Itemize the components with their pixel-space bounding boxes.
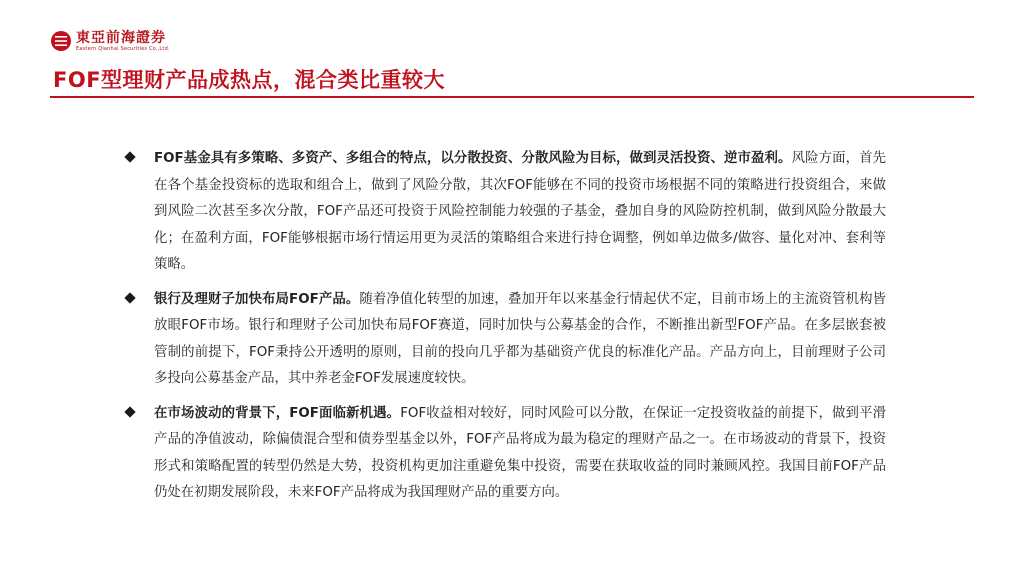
bullet-item-new-opportunity [126, 401, 886, 507]
company-emblem-icon [50, 30, 72, 52]
bullet-body: FOF收益相对较好，同时风险可以分散，在保证一定投资收益的前提下，做到平滑产品的净值波动，除偏债混合型和债券型基金以外，FOF产品将成为最为稳定的理财产品之一。在市场波动的背景下，投资形式和策略配置的转型仍然是大势，投资机构更加注重避免集中投资，需要在获取收益的同时兼顾风控。我国目前FOF产品仍处在初期发展阶段，未来FOF产品将成为我国理财产品的重要方向。 [154, 405, 886, 500]
logo-english-name: Eastern Qianhai Securities Co.,Ltd. [76, 45, 170, 52]
diamond-bullet-icon [124, 406, 135, 417]
bullet-body: 风险方面，首先在各个基金投资标的选取和组合上，做到了风险分散，其次FOF能够在不同的投资市场根据不同的策略进行投资组合，来做到风险二次甚至多次分散，FOF产品还可投资于风险控制能力较强的子基金，叠加自身的风险防控机制，做到风险分散最大化；在盈利方面，FOF能够根据市场行情运用更为灵活的策略组合来进行持仓调整，例如单边做多/做容、量化对冲、套利等策略。 [154, 151, 886, 272]
company-logo [50, 28, 170, 54]
bullet-item-fof-features [126, 146, 886, 279]
title-divider [50, 96, 974, 98]
bullet-text [154, 287, 886, 393]
logo-text [76, 31, 170, 52]
bullet-body: 随着净值化转型的加速，叠加开年以来基金行情起伏不定，目前市场上的主流资管机构皆放眼FOF市场。银行和理财子公司加快布局FOF赛道，同时加快与公募基金的合作，不断推出新型FOF产品。在多层嵌套被管制的前提下，FOF秉持公开透明的原则，目前的投向几乎都为基础资产优良的标准化产品。产品方向上，目前理财子公司多投向公募基金产品，其中养老金FOF发展速度较快。 [154, 291, 886, 386]
bullet-text [154, 401, 886, 507]
diamond-bullet-icon [124, 151, 135, 162]
slide-title: FOF型理财产品成热点，混合类比重较大 [53, 68, 446, 92]
bullet-item-bank-layout [126, 287, 886, 393]
bullet-lead: 在市场波动的背景下，FOF面临新机遇。 [154, 405, 401, 421]
bullet-list [126, 146, 886, 515]
bullet-lead: FOF基金具有多策略、多资产、多组合的特点，以分散投资、分散风险为目标，做到灵活投资、逆市盈利。 [154, 151, 792, 166]
bullet-text [154, 146, 886, 279]
bullet-lead: 银行及理财子加快布局FOF产品。 [154, 291, 360, 307]
logo-chinese-name: 東亞前海證券 [76, 29, 166, 46]
diamond-bullet-icon [124, 292, 135, 303]
